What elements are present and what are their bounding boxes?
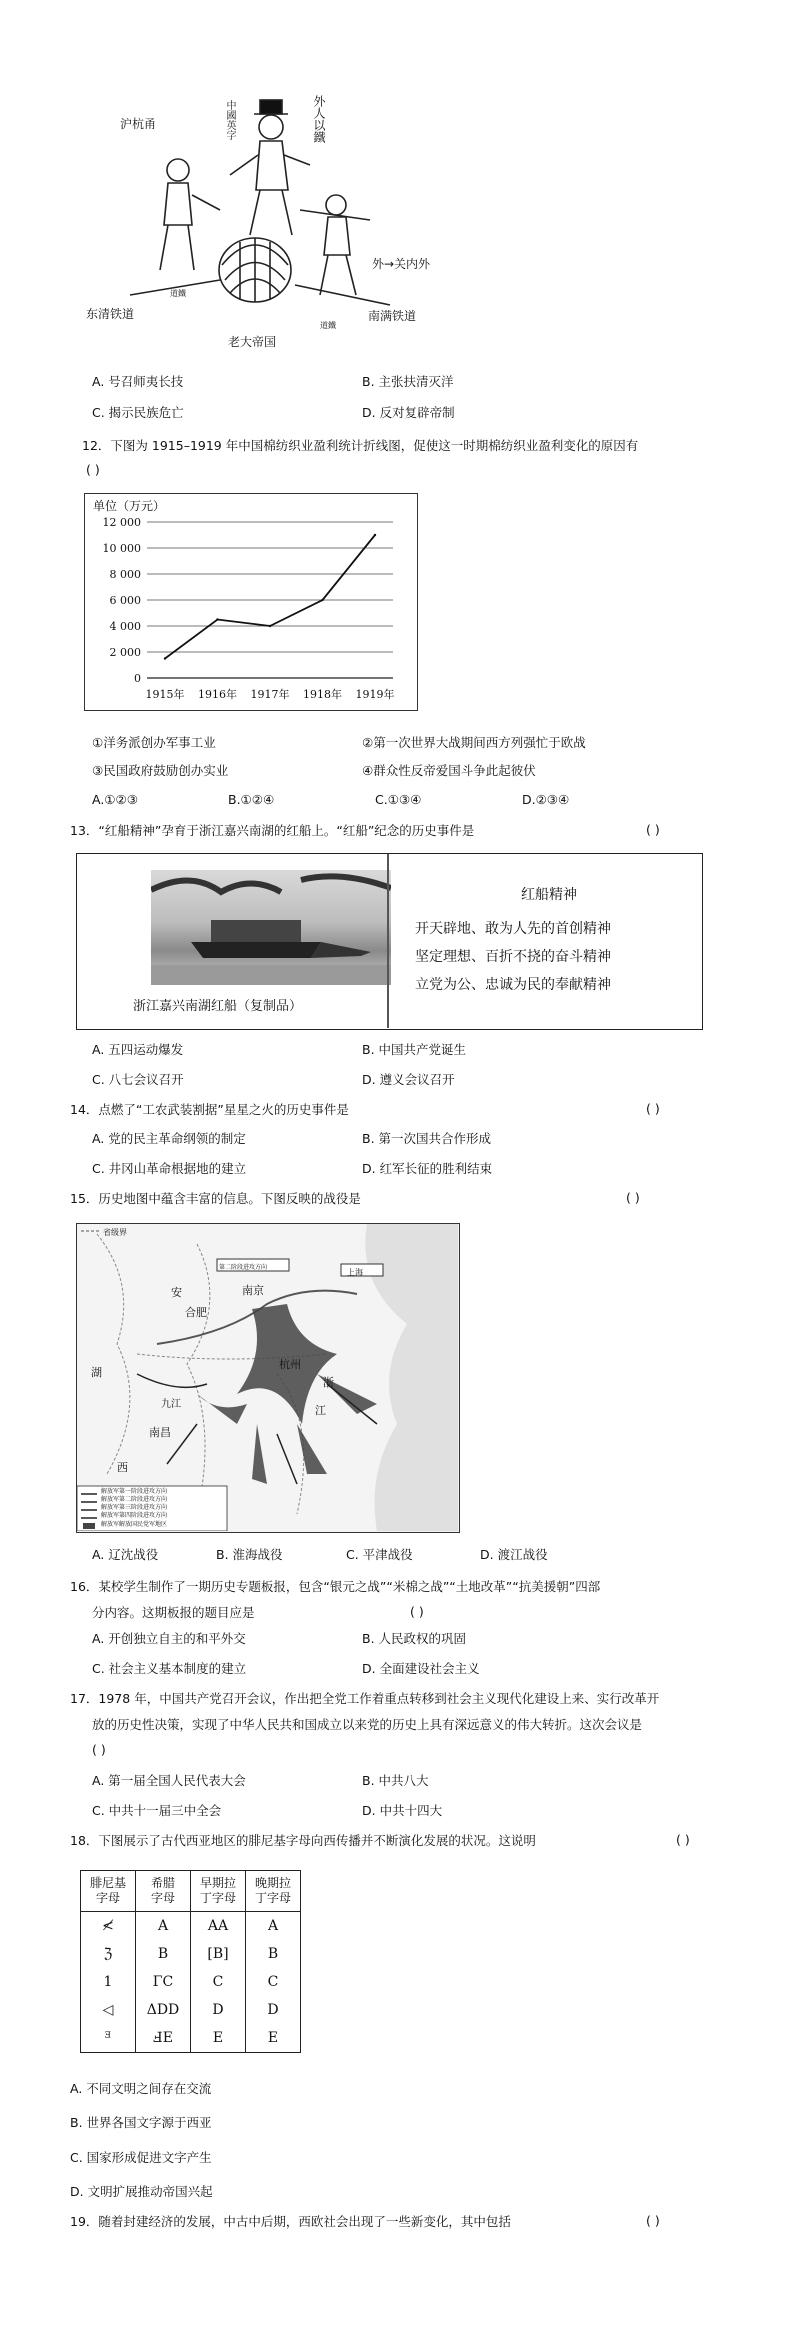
q17-option-d[interactable]: D. 中共十四大 [362, 1803, 443, 1818]
y-tick-label: 10 000 [102, 542, 141, 555]
q16-line-1: 16．某校学生制作了一期历史专题板报，包含“银元之战”“米棉之战”“土地改革”“抗美援朝”四部 [70, 1579, 601, 1594]
spirit-line-3: 立党为公、忠诚为民的奉献精神 [415, 977, 611, 993]
q13-text: 13．“红船精神”孕育于浙江嘉兴南湖的红船上。“红船”纪念的历史事件是 [70, 823, 475, 838]
map-shanghai-box: 上海 [347, 1268, 363, 1277]
y-axis-label: 单位（万元） [93, 499, 166, 513]
q13-option-c[interactable]: C. 八七会议召开 [92, 1072, 184, 1087]
y-tick-label: 12 000 [102, 516, 141, 529]
q18-option-d[interactable]: D. 文明扩展推动帝国兴起 [70, 2184, 213, 2199]
battle-map-drawing [77, 1224, 458, 1531]
map-jiujiang: 九江 [161, 1399, 181, 1410]
table-cell: ΔDD [136, 1996, 191, 2024]
q15-option-b[interactable]: B. 淮海战役 [216, 1547, 283, 1562]
header-phoenician: 腓尼基 字母 [81, 1871, 136, 1912]
red-boat-photo [151, 870, 391, 985]
q14-option-b[interactable]: B. 第一次国共合作形成 [362, 1131, 492, 1146]
table-cell: ℨ [81, 1940, 136, 1968]
q19-text: 19．随着封建经济的发展，中古中后期，西欧社会出现了一些新变化，其中包括 [70, 2214, 511, 2229]
q16-option-b[interactable]: B. 人民政权的巩固 [362, 1631, 467, 1646]
x-tick-label: 1919年 [355, 688, 395, 701]
label-empire: 老大帝国 [228, 335, 277, 349]
q12-chart [84, 493, 418, 711]
q17-option-c[interactable]: C. 中共十一届三中全会 [92, 1803, 222, 1818]
q15-paren: ( ) [626, 1190, 640, 1205]
q16-paren: ( ) [410, 1604, 424, 1619]
map-legend-5: 解放军解放国民党军地区 [101, 1521, 168, 1528]
q17-paren: ( ) [92, 1742, 106, 1757]
q12-statement-4: ④群众性反帝爱国斗争此起彼伏 [362, 763, 536, 778]
q12-paren: ( ) [86, 462, 100, 477]
map-hangzhou: 杭州 [279, 1358, 301, 1371]
table-cell: ℲE [136, 2024, 191, 2053]
q16-option-d[interactable]: D. 全面建设社会主义 [362, 1661, 480, 1676]
map-nanjing: 南京 [242, 1284, 264, 1297]
table-cell: E [191, 2024, 246, 2053]
q13-option-b[interactable]: B. 中国共产党诞生 [362, 1042, 467, 1057]
q12-text: 12．下图为 1915–1919 年中国棉纺织业盈利统计折线图，促使这一时期棉纺织业盈利变化的原因有 [82, 438, 639, 453]
map-legend-3: 解放军第三阶段进攻方向 [101, 1504, 168, 1511]
q16-option-a[interactable]: A. 开创独立自主的和平外交 [92, 1631, 246, 1646]
label-huhangyong: 沪杭甬 [120, 117, 157, 131]
map-zhe: 浙 [323, 1376, 334, 1389]
q12-option-c[interactable]: C.①③④ [375, 792, 422, 807]
table-row [81, 1968, 301, 1996]
table-cell: ≮ [81, 1912, 136, 1941]
q12-option-d[interactable]: D.②③④ [522, 792, 570, 807]
q15-option-c[interactable]: C. 平津战役 [346, 1547, 413, 1562]
label-guanneiwai: 外→关内外 [372, 257, 431, 271]
q12-statement-3: ③民国政府鼓励创办实业 [92, 763, 229, 778]
map-north-box: 第二阶段进攻方向 [219, 1264, 268, 1271]
q13-option-a[interactable]: A. 五四运动爆发 [92, 1042, 184, 1057]
q17-option-b[interactable]: B. 中共八大 [362, 1773, 429, 1788]
table-cell: C [246, 1968, 301, 1996]
q13-option-d[interactable]: D. 遵义会议召开 [362, 1072, 455, 1087]
x-tick-label: 1915年 [145, 688, 185, 701]
data-point [216, 618, 218, 620]
map-legend-2: 解放军第二阶段进攻方向 [101, 1496, 168, 1503]
line-chart [85, 494, 416, 709]
table-row [81, 1912, 301, 1941]
q14-option-a[interactable]: A. 党的民主革命纲领的制定 [92, 1131, 246, 1146]
label-dongqing: 东清铁道 [86, 307, 135, 321]
table-cell: A [246, 1912, 301, 1941]
spirit-title: 红船精神 [521, 887, 577, 903]
y-tick-label: 8 000 [109, 568, 141, 581]
red-boat-panel [76, 853, 703, 1030]
cartoon-figure [86, 95, 440, 360]
x-tick-label: 1916年 [198, 688, 237, 701]
data-point [269, 625, 271, 627]
table-cell: B [136, 1940, 191, 1968]
red-boat-caption: 浙江嘉兴南湖红船（复制品） [133, 999, 303, 1014]
q17-option-a[interactable]: A. 第一届全国人民代表大会 [92, 1773, 246, 1788]
q18-paren: ( ) [676, 1832, 690, 1847]
q11-option-b[interactable]: B. 主张扶清灭洋 [362, 374, 454, 389]
x-tick-label: 1917年 [250, 688, 290, 701]
table-cell: D [246, 1996, 301, 2024]
q15-text: 15．历史地图中蕴含丰富的信息。下图反映的战役是 [70, 1191, 361, 1206]
spirit-line-2: 坚定理想、百折不挠的奋斗精神 [415, 949, 611, 965]
q13-paren: ( ) [646, 822, 660, 837]
panel-divider [387, 854, 389, 1028]
spirit-line-1: 开天辟地、敢为人先的首创精神 [415, 921, 611, 937]
label-side-chars: 中國英字 [224, 100, 235, 140]
q11-option-d[interactable]: D. 反对复辟帝制 [362, 405, 455, 420]
y-tick-label: 0 [134, 672, 141, 685]
table-cell: ΓC [136, 1968, 191, 1996]
table-cell: [B] [191, 1940, 246, 1968]
table-cell: E [246, 2024, 301, 2053]
table-cell: ᴲ [81, 2024, 136, 2053]
table-cell: AA [191, 1912, 246, 1941]
q15-option-a[interactable]: A. 辽沈战役 [92, 1547, 159, 1562]
map-hefei: 合肥 [185, 1306, 207, 1319]
q12-statement-2: ②第一次世界大战期间西方列强忙于欧战 [362, 735, 586, 750]
header-greek: 希腊 字母 [136, 1871, 191, 1912]
map-legend-4: 解放军第四阶段进攻方向 [101, 1512, 168, 1519]
header-late-latin: 晚期拉 丁字母 [246, 1871, 301, 1912]
q18-text: 18．下图展示了古代西亚地区的腓尼基字母向西传播并不断演化发展的状况。这说明 [70, 1833, 536, 1848]
y-tick-label: 6 000 [109, 594, 141, 607]
table-cell: 1 [81, 1968, 136, 1996]
map-anqing: 安 [171, 1286, 182, 1299]
map-jiang: 江 [315, 1404, 326, 1417]
label-nanman: 南满铁道 [368, 309, 417, 323]
map-xi: 西 [117, 1461, 128, 1474]
label-foreigners: 外人以鐵 [312, 95, 326, 143]
q14-paren: ( ) [646, 1101, 660, 1116]
q14-option-d[interactable]: D. 红军长征的胜利结束 [362, 1161, 493, 1176]
q17-line-2: 放的历史性决策，实现了中华人民共和国成立以来党的历史上具有深远意义的伟大转折。这次会议是 [92, 1717, 643, 1732]
table-row [81, 1940, 301, 1968]
header-early-latin: 早期拉 丁字母 [191, 1871, 246, 1912]
table-row [81, 2024, 301, 2053]
alphabet-table [80, 1870, 301, 2053]
table-cell: ◁ [81, 1996, 136, 2024]
series-line [165, 535, 375, 659]
q14-text: 14．点燃了“工农武装割据”星星之火的历史事件是 [70, 1102, 349, 1117]
q18-option-c[interactable]: C. 国家形成促进文字产生 [70, 2150, 212, 2165]
boat-illustration [151, 870, 391, 985]
q19-paren: ( ) [646, 2213, 660, 2228]
map-legend-1: 解放军第一阶段进攻方向 [101, 1488, 168, 1495]
table-cell: A [136, 1912, 191, 1941]
map-nanchang: 南昌 [149, 1426, 171, 1439]
label-rail2: 道鐵 [320, 321, 336, 330]
q14-option-c[interactable]: C. 井冈山革命根据地的建立 [92, 1161, 247, 1176]
q16-line-2: 分内容。这期板报的题目应是 [92, 1605, 255, 1620]
label-rail: 道鐵 [170, 289, 186, 298]
q11-option-a[interactable]: A. 号召师夷长技 [92, 374, 184, 389]
map-hu: 湖 [91, 1366, 102, 1379]
table-cell: D [191, 1996, 246, 2024]
battle-map [76, 1223, 460, 1533]
q12-option-a[interactable]: A.①②③ [92, 792, 138, 807]
y-tick-label: 2 000 [109, 646, 141, 659]
q15-option-d[interactable]: D. 渡江战役 [480, 1547, 548, 1562]
q12-statement-1: ①洋务派创办军事工业 [92, 735, 216, 750]
q12-option-b[interactable]: B.①②④ [228, 792, 275, 807]
data-point [164, 657, 166, 659]
map-boundary-label: 省级界 [103, 1228, 127, 1237]
y-tick-label: 4 000 [109, 620, 141, 633]
q18-option-a[interactable]: A. 不同文明之间存在交流 [70, 2081, 212, 2096]
q16-option-c[interactable]: C. 社会主义基本制度的建立 [92, 1661, 247, 1676]
q17-line-1: 17．1978 年，中国共产党召开会议，作出把全党工作着重点转移到社会主义现代化建设上来、实行改革开 [70, 1691, 660, 1706]
q18-option-b[interactable]: B. 世界各国文字源于西亚 [70, 2115, 212, 2130]
data-point [321, 599, 323, 601]
data-point [374, 534, 376, 536]
x-tick-label: 1918年 [303, 688, 342, 701]
table-cell: B [246, 1940, 301, 1968]
table-row [81, 1996, 301, 2024]
q11-option-c[interactable]: C. 揭示民族危亡 [92, 405, 184, 420]
table-cell: C [191, 1968, 246, 1996]
